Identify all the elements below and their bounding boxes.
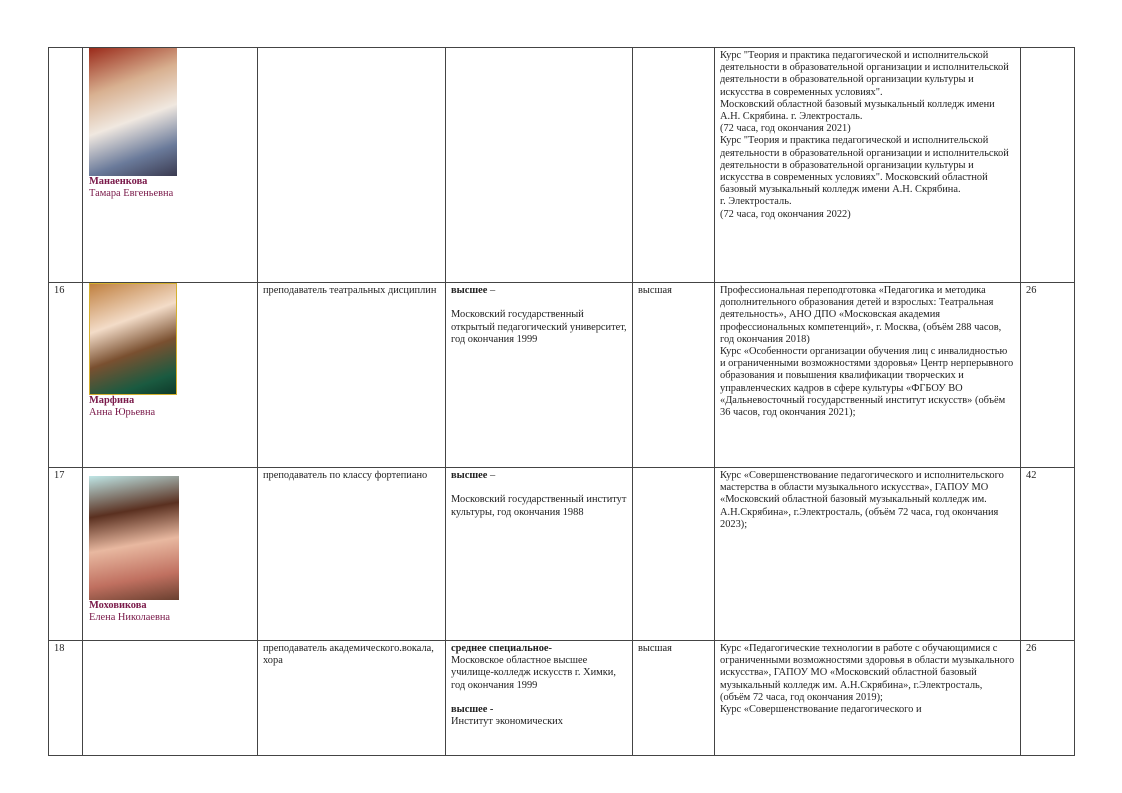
teacher-cell: [83, 283, 258, 468]
courses-cell: Курс «Совершенствование педагогического и исполнительского мастерства в области музыкального искусства», ГАПОУ МО «Московский областной базовый музыкальный колледж им. А.Н.Скрябина», г.Электросталь, (объём 72 часа, год окончания 2023);: [715, 468, 1021, 641]
category-cell: [633, 48, 715, 283]
position-cell: преподаватель театральных дисциплин: [258, 283, 446, 468]
education-details: Московское областное высшее училище-колледж искусств г. Химки, год окончания 1999: [451, 655, 616, 691]
education-level-2: высшее -: [451, 704, 494, 716]
teacher-surname: Манаенкова: [89, 176, 148, 187]
position-cell: преподаватель академического.вокала, хора: [258, 641, 446, 756]
table-row: [49, 48, 1075, 283]
position-cell: [258, 48, 446, 283]
teacher-given-name: Елена Николаевна: [89, 612, 171, 624]
education-level: среднее специальное-: [451, 643, 552, 654]
education-details: – Московский государственный открытый педагогический университет, год окончания 1999: [451, 285, 627, 345]
education-level: высшее: [451, 470, 488, 481]
education-details-2: Институт экономических: [451, 716, 563, 728]
teacher-given-name: Тамара Евгеньевна: [89, 188, 174, 200]
education-cell: [446, 48, 633, 283]
experience-cell: [1021, 48, 1075, 283]
teacher-photo: [89, 283, 177, 395]
staff-table: [48, 47, 1075, 756]
row-number: [49, 48, 83, 283]
category-cell: высшая: [633, 641, 715, 756]
courses-cell: Профессиональная переподготовка «Педагогика и методика дополнительного образования детей и взрослых: Театральная деятельность», АНО ДПО «Московская академия профессиональных компетенций», г. Москва, (объём 288 часов, год окончания 2018) Курс «Особенности организации обучения лиц с инвалидностью и ограниченными возможностями здоровья» Центр нерперывного образования и повышения квалификации творческих и управленческих кадров в сфере культуры «ФГБОУ ВО «Дальневосточный государственный институт искусств» (объём 36 часов, год окончания 2021);: [715, 283, 1021, 468]
teacher-given-name: Анна Юрьевна: [89, 407, 156, 419]
experience-cell: 26: [1021, 641, 1075, 756]
education-level: высшее: [451, 285, 488, 296]
position-cell: преподаватель по классу фортепиано: [258, 468, 446, 641]
teacher-cell: [83, 641, 258, 756]
teacher-surname: Моховикова: [89, 600, 147, 611]
courses-cell: Курс "Теория и практика педагогической и исполнительской деятельности в образовательной организации и исполнительской деятельности в образовательной организации культуры и искусства в современных условиях". Московский областной базовый музыкальный колледж имени А.Н. Скрябина. г. Электросталь. (72 часа, год окончания 2021) Курс "Теория и практика педагогической и исполнительской деятельности в образовательной организации и исполнительской деятельности в образовательной организации культуры и искусства в современных условиях". Московский областной базовый музыкальный колледж имени А.Н. Скрябина. г. Электросталь. (72 часа, год окончания 2022): [715, 48, 1021, 283]
category-cell: [633, 468, 715, 641]
table-row: [49, 283, 1075, 468]
row-number: 17: [49, 468, 83, 641]
teacher-photo: [89, 476, 179, 600]
category-cell: высшая: [633, 283, 715, 468]
education-cell: [446, 641, 633, 756]
courses-cell: Курс «Педагогические технологии в работе с обучающимися с ограниченными возможностями здоровья в области музыкального искусства», ГАПОУ МО «Московский областной базовый музыкальный колледж им. А.Н.Скрябина», г.Электросталь, (объём 72 часа, год окончания 2019); Курс «Совершенствование педагогического и: [715, 641, 1021, 756]
table-row: [49, 468, 1075, 641]
teacher-surname: Марфина: [89, 395, 135, 406]
row-number: 16: [49, 283, 83, 468]
experience-cell: 26: [1021, 283, 1075, 468]
teacher-cell: [83, 48, 258, 283]
education-cell: [446, 283, 633, 468]
teacher-cell: [83, 468, 258, 641]
experience-cell: 42: [1021, 468, 1075, 641]
teacher-photo: [89, 48, 177, 176]
row-number: 18: [49, 641, 83, 756]
education-cell: [446, 468, 633, 641]
education-details: – Московский государственный институт культуры, год окончания 1988: [451, 470, 627, 518]
table-row: [49, 641, 1075, 756]
